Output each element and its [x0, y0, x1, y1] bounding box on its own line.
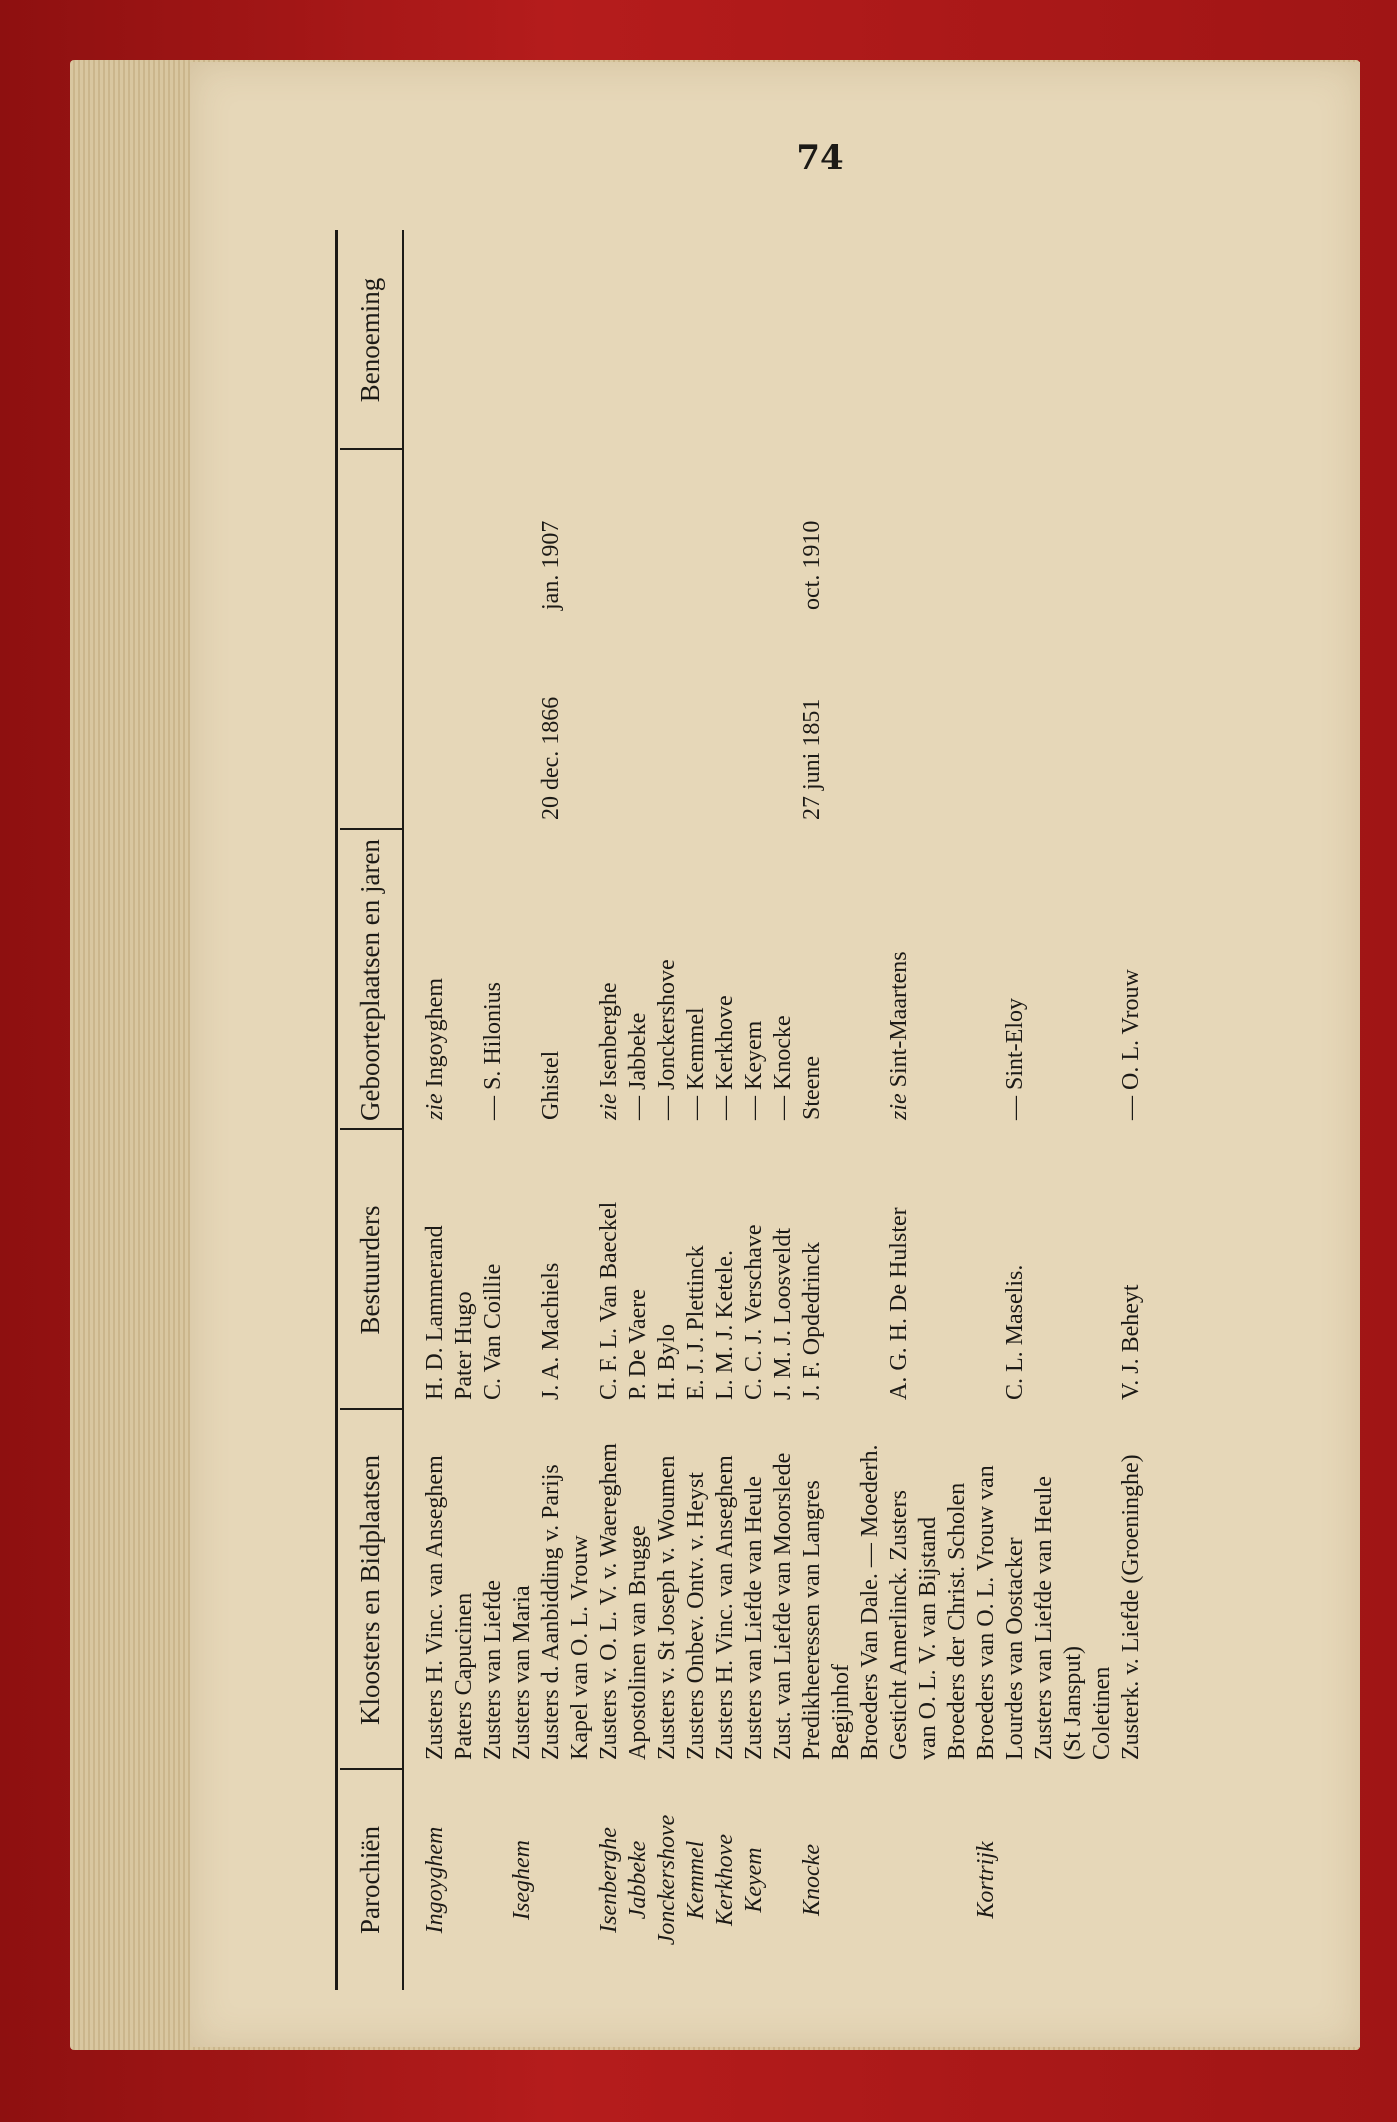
cell-parochie: Kerkhove [712, 1834, 738, 1926]
cell-klooster: Kapel van O. L. Vrouw [567, 1535, 593, 1760]
header-kloosters: Kloosters en Bidplaatsen [355, 1455, 385, 1725]
table-row [884, 190, 914, 1990]
header-rule [402, 230, 404, 1990]
table-row [1029, 190, 1059, 1990]
header-benoeming: Benoeming [355, 277, 385, 403]
cell-parochie: Keyem [741, 1847, 767, 1913]
cell-bestuurder: C. L. Maselis. [1002, 1264, 1028, 1400]
cell-klooster: Broeders van O. L. Vrouw van [973, 1465, 999, 1760]
cell-benoeming: jan. 1907 [538, 520, 564, 610]
cell-bestuurder: C. F. L. Van Baeckel [596, 1201, 622, 1400]
table-row [797, 190, 827, 1990]
cell-bestuurder: V. J. Beheyt [1118, 1284, 1144, 1400]
cell-bestuurder: E. J. J. Plettinck [683, 1245, 709, 1400]
cell-klooster: Zusters H. Vinc. van Anseghem [422, 1455, 448, 1760]
cell-bestuurder: C. Van Coillie [480, 1263, 506, 1400]
cell-geboorte: Steene [799, 1056, 825, 1120]
cell-klooster: (St Jansput) [1060, 1646, 1086, 1760]
cell-klooster: Apostolinen van Brugge [625, 1525, 651, 1760]
cell-bestuurder: A. G. H. De Hulster [886, 1207, 912, 1400]
cell-geboorte: — Jabbeke [625, 1012, 651, 1120]
cell-geboorte: zie Sint-Maartens [886, 951, 912, 1120]
cell-klooster: van O. L. V. van Bijstand [915, 1516, 941, 1760]
page-number: 74 [796, 138, 844, 178]
cell-parochie: Ingoyghem [422, 1826, 448, 1934]
cell-klooster: Zusters v. St Joseph v. Woumen [654, 1455, 680, 1760]
table-row [507, 190, 537, 1990]
table-row [971, 190, 1001, 1990]
cell-parochie: Jabbeke [625, 1840, 651, 1920]
table-top-rule [335, 230, 338, 1990]
table-row [623, 190, 653, 1990]
table-row [913, 190, 943, 1990]
cell-klooster: Zusters van Liefde van Heule [741, 1476, 767, 1760]
cell-bestuurder: H. D. Lammerand [422, 1225, 448, 1400]
table-row [1058, 190, 1088, 1990]
cell-benoeming: oct. 1910 [799, 520, 825, 610]
cell-geboorte: — O. L. Vrouw [1118, 969, 1144, 1120]
table-row [1000, 190, 1030, 1990]
header-geboorte: Geboorteplaatsen en jaren [355, 839, 385, 1121]
table-row [855, 190, 885, 1990]
cell-parochie: Isenberghe [596, 1827, 622, 1933]
cell-bestuurder: J. M. J. Loosveldt [770, 1227, 796, 1400]
cell-parochie: Knocke [799, 1844, 825, 1916]
header-bestuurders: Bestuurders [355, 1205, 385, 1335]
cell-klooster: Zusters d. Aanbidding v. Parijs [538, 1464, 564, 1760]
table-row [739, 190, 769, 1990]
table-row [478, 190, 508, 1990]
header-jaren [340, 450, 400, 830]
cell-geboorte: — Kemmel [683, 1007, 709, 1120]
cell-geboorte: — Keyem [741, 1020, 767, 1120]
table-row [652, 190, 682, 1990]
table-row [536, 190, 566, 1990]
cell-jaren: 27 juni 1851 [799, 698, 825, 820]
cell-geboorte: zie Isenberghe [596, 982, 622, 1120]
cell-geboorte: — Jonckershove [654, 959, 680, 1120]
cell-geboorte: — Knocke [770, 1015, 796, 1120]
cell-klooster: Broeders der Christ. Scholen [944, 1482, 970, 1760]
table-row [942, 190, 972, 1990]
cell-geboorte: — Kerkhove [712, 995, 738, 1120]
cell-geboorte: — S. Hilonius [480, 981, 506, 1120]
cell-bestuurder: C. C. J. Verschave [741, 1224, 767, 1400]
cell-klooster: Gesticht Amerlinck. Zusters [886, 1490, 912, 1760]
cell-klooster: Zusterk. v. Liefde (Groeninghe) [1118, 1454, 1144, 1760]
cell-klooster: Zust. van Liefde van Moorslede [770, 1452, 796, 1760]
table-row [1087, 190, 1117, 1990]
cell-geboorte: Ghistel [538, 1050, 564, 1120]
table-row [768, 190, 798, 1990]
cell-klooster: Predikheeressen van Langres [799, 1480, 825, 1760]
table-row [681, 190, 711, 1990]
cell-jaren: 20 dec. 1866 [538, 696, 564, 820]
cell-geboorte: zie Ingoyghem [422, 978, 448, 1120]
cell-parochie: Jonckershove [654, 1814, 680, 1946]
cell-bestuurder: L. M. J. Ketele. [712, 1250, 738, 1400]
cell-bestuurder: Pater Hugo [451, 1291, 477, 1400]
cell-bestuurder: J. F. Opdedrinck [799, 1241, 825, 1400]
table-row [594, 190, 624, 1990]
cell-geboorte: — Sint-Eloy [1002, 997, 1028, 1120]
cell-klooster: Begijnhof [828, 1664, 854, 1760]
cell-parochie: Kortrijk [973, 1841, 999, 1919]
cell-bestuurder: J. A. Machiels [538, 1262, 564, 1400]
table-row [710, 190, 740, 1990]
cell-klooster: Broeders Van Dale. — Moederh. [857, 1444, 883, 1760]
header-parochien: Parochiën [355, 1826, 385, 1934]
table-row [1116, 190, 1146, 1990]
cell-klooster: Zusters v. O. L. V. v. Waereghem [596, 1443, 622, 1760]
cell-klooster: Lourdes van Oostacker [1002, 1537, 1028, 1760]
register-table [340, 190, 1340, 1990]
cell-bestuurder: P. De Vaere [625, 1289, 651, 1400]
cell-klooster: Coletinen [1089, 1666, 1115, 1760]
cell-parochie: Iseghem [509, 1840, 535, 1920]
cell-parochie: Kemmel [683, 1840, 709, 1920]
cell-klooster: Zusters van Maria [509, 1585, 535, 1760]
cell-klooster: Zusters Onbev. Ontv. v. Heyst [683, 1472, 709, 1760]
cell-bestuurder: H. Bylo [654, 1323, 680, 1400]
cell-klooster: Paters Capucinen [451, 1592, 477, 1760]
table-row [565, 190, 595, 1990]
cell-klooster: Zusters van Liefde van Heule [1031, 1476, 1057, 1760]
cell-klooster: Zusters H. Vinc. van Anseghem [712, 1455, 738, 1760]
table-row [449, 190, 479, 1990]
table-row [420, 190, 450, 1990]
table-row [826, 190, 856, 1990]
cell-klooster: Zusters van Liefde [480, 1580, 506, 1760]
